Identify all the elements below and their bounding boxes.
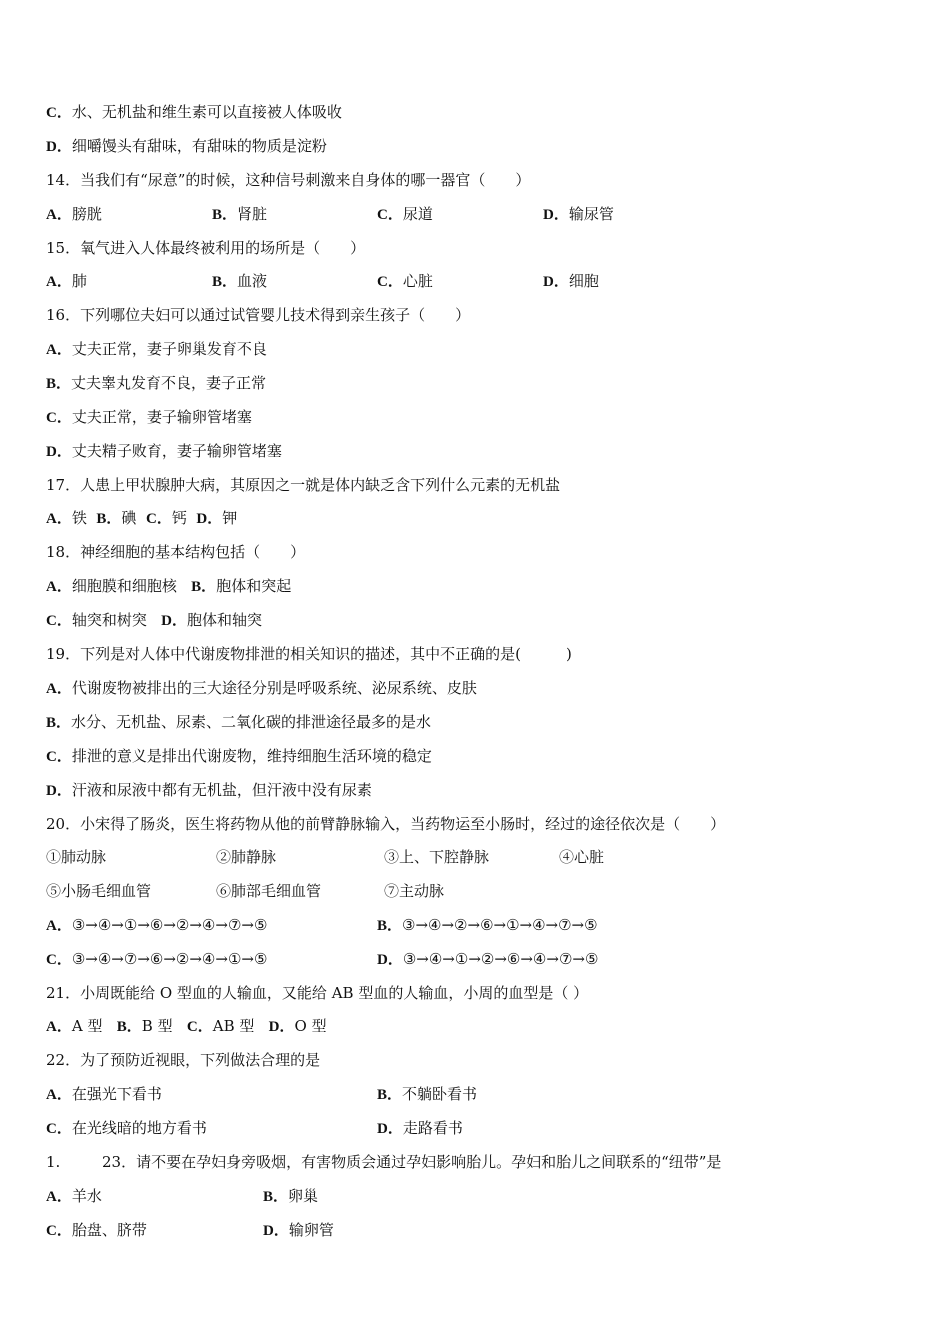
option-text: 在强光下看书 — [71, 1085, 162, 1103]
option-label: C． — [46, 952, 72, 968]
option-text: 水、无机盐和维生素可以直接被人体吸收 — [71, 103, 342, 121]
option-text: 羊水 — [71, 1187, 102, 1205]
option-label: C． — [46, 1121, 72, 1137]
q18-options-ab — [46, 576, 291, 597]
q19-stem: 19．下列是对人体中代谢废物排泄的相关知识的描述，其中不正确的是( ) — [46, 645, 572, 663]
option-text: 血液 — [237, 272, 268, 290]
option-label: D． — [161, 613, 188, 629]
option-label: B． — [212, 207, 238, 223]
option-label: C． — [145, 511, 172, 527]
q22-option-d — [377, 1118, 463, 1139]
option-text: 心脏 — [402, 272, 433, 290]
option-text: 走路看书 — [402, 1119, 463, 1137]
option-label: A． — [46, 207, 72, 223]
option-text: 肾脏 — [237, 205, 268, 223]
q20-item-6: ⑥肺部毛细血管 — [216, 882, 322, 900]
q20-item-4: ④心脏 — [559, 848, 605, 866]
option-label: B． — [116, 1019, 142, 1035]
q14-option-a — [46, 204, 102, 225]
q20-stem: 20．小宋得了肠炎，医生将药物从他的前臂静脉输入，当药物运至小肠时，经过的途径依次是（ ） — [46, 815, 726, 833]
option-label: B． — [96, 511, 122, 527]
q15-stem: 15．氧气进入人体最终被利用的场所是（ ） — [46, 239, 366, 257]
option-label: B． — [377, 1087, 403, 1103]
option-label: B． — [46, 376, 72, 392]
q20-option-c — [46, 949, 267, 970]
option-text: 排泄的意义是排出代谢废物，维持细胞生活环境的稳定 — [71, 747, 432, 765]
option-label: B． — [377, 918, 403, 934]
q17-options — [46, 508, 237, 529]
option-text: 在光线暗的地方看书 — [71, 1119, 207, 1137]
q14-stem: 14．当我们有“尿意”的时候，这种信号刺激来自身体的哪一器官（ ） — [46, 171, 531, 189]
option-text: 肺 — [71, 272, 87, 290]
option-label: C． — [46, 1223, 72, 1239]
option-text: ③→④→①→②→⑥→④→⑦→⑤ — [402, 950, 599, 968]
q22-option-a — [46, 1084, 162, 1105]
q15-option-b — [212, 271, 267, 292]
option-label: B． — [263, 1189, 289, 1205]
option-label: D． — [377, 1121, 403, 1137]
q22-option-b — [377, 1084, 477, 1105]
q14-option-b — [212, 204, 267, 225]
option-text: 卵巢 — [288, 1187, 319, 1205]
q19-option-a — [46, 678, 477, 699]
q23-option-a — [46, 1186, 102, 1207]
option-label: A． — [46, 681, 72, 697]
q16-option-a — [46, 339, 267, 360]
q22-option-c — [46, 1118, 207, 1139]
option-text: 碘 — [121, 509, 137, 527]
option-text: 丈夫正常，妻子卵巢发育不良 — [71, 340, 267, 358]
option-label: D． — [46, 783, 72, 799]
q18-stem: 18．神经细胞的基本结构包括（ ） — [46, 543, 306, 561]
option-label: A． — [46, 579, 72, 595]
option-text: O 型 — [294, 1017, 327, 1035]
option-label: D． — [46, 139, 72, 155]
option-text: 不躺卧看书 — [402, 1085, 478, 1103]
option-text: 汗液和尿液中都有无机盐，但汗液中没有尿素 — [71, 781, 372, 799]
q20-option-a — [46, 915, 267, 936]
q19-option-b — [46, 712, 431, 733]
option-text: 胞体和突起 — [216, 577, 292, 595]
option-text: 铁 — [71, 509, 87, 527]
option-text: ③→④→①→⑥→②→④→⑦→⑤ — [71, 916, 268, 934]
option-label: C． — [377, 207, 403, 223]
option-label: A． — [46, 918, 72, 934]
option-text: 尿道 — [402, 205, 433, 223]
option-label: A． — [46, 1087, 72, 1103]
option-label: D． — [196, 511, 223, 527]
option-text: 细胞膜和细胞核 — [71, 577, 177, 595]
option-text: 丈夫睾丸发育不良，妻子正常 — [71, 374, 267, 392]
option-text: AB 型 — [212, 1017, 255, 1035]
q14-option-d — [543, 204, 614, 225]
q16-stem: 16．下列哪位夫妇可以通过试管婴儿技术得到亲生孩子（ ） — [46, 306, 471, 324]
option-label: B． — [212, 274, 238, 290]
option-label: B． — [46, 715, 72, 731]
q21-options — [46, 1016, 327, 1037]
q20-item-2: ②肺静脉 — [216, 848, 277, 866]
option-text: B 型 — [141, 1017, 173, 1035]
q23-option-d — [263, 1220, 334, 1241]
q21-stem: 21．小周既能给 O 型血的人输血，又能给 AB 型血的人输血，小周的血型是（ ） — [46, 984, 589, 1002]
option-label: C． — [377, 274, 403, 290]
option-label: C． — [46, 613, 72, 629]
option-label: D． — [543, 274, 569, 290]
option-label: A． — [46, 511, 72, 527]
option-label: D． — [543, 207, 569, 223]
q14-option-c — [377, 204, 433, 225]
q20-option-d — [377, 949, 598, 970]
option-label: D． — [268, 1019, 295, 1035]
option-text: 细嚼馒头有甜味，有甜味的物质是淀粉 — [71, 137, 327, 155]
option-text: A 型 — [71, 1017, 103, 1035]
q20-option-b — [377, 915, 598, 936]
q18-options-cd — [46, 610, 262, 631]
q20-item-7: ⑦主动脉 — [384, 882, 445, 900]
q23-option-b — [263, 1186, 318, 1207]
option-text: 钙 — [171, 509, 187, 527]
option-label: A． — [46, 274, 72, 290]
option-text: 丈夫正常，妻子输卵管堵塞 — [71, 408, 252, 426]
option-label: C． — [46, 749, 72, 765]
option-text: ③→④→⑦→⑥→②→④→①→⑤ — [71, 950, 268, 968]
option-label: B． — [191, 579, 217, 595]
option-label: D． — [377, 952, 403, 968]
q23-list-number: 1. — [46, 1153, 61, 1171]
q13-option-d — [46, 136, 327, 157]
option-label: C． — [46, 410, 72, 426]
q20-item-5: ⑤小肠毛细血管 — [46, 882, 152, 900]
q17-stem: 17．人患上甲状腺肿大病，其原因之一就是体内缺乏含下列什么元素的无机盐 — [46, 476, 561, 494]
q13-option-c — [46, 102, 342, 123]
option-text: 细胞 — [568, 272, 599, 290]
option-text: 输尿管 — [568, 205, 614, 223]
q15-option-d — [543, 271, 599, 292]
option-label: A． — [46, 342, 72, 358]
option-text: 胎盘、脐带 — [71, 1221, 147, 1239]
option-text: 轴突和树突 — [71, 611, 147, 629]
option-label: D． — [263, 1223, 289, 1239]
option-text: 水分、无机盐、尿素、二氧化碳的排泄途径最多的是水 — [71, 713, 432, 731]
q23-stem: 23．请不要在孕妇身旁吸烟，有害物质会通过孕妇影响胎儿。孕妇和胎儿之间联系的“纽带”是 — [102, 1153, 722, 1171]
q20-item-1: ①肺动脉 — [46, 848, 107, 866]
q20-item-3: ③上、下腔静脉 — [384, 848, 490, 866]
q15-option-a — [46, 271, 87, 292]
option-label: A． — [46, 1019, 72, 1035]
option-label: D． — [46, 444, 72, 460]
q22-stem: 22．为了预防近视眼，下列做法合理的是 — [46, 1051, 321, 1069]
q16-option-c — [46, 407, 252, 428]
option-text: 膀胱 — [71, 205, 102, 223]
q19-option-c — [46, 746, 432, 767]
q15-option-c — [377, 271, 433, 292]
option-text: 胞体和轴突 — [187, 611, 263, 629]
q19-option-d — [46, 780, 372, 801]
option-text: ③→④→②→⑥→①→④→⑦→⑤ — [402, 916, 598, 934]
option-label: C． — [186, 1019, 213, 1035]
option-text: 丈夫精子败育，妻子输卵管堵塞 — [71, 442, 282, 460]
q23-option-c — [46, 1220, 147, 1241]
option-label: A． — [46, 1189, 72, 1205]
option-text: 钾 — [222, 509, 238, 527]
option-text: 输卵管 — [288, 1221, 334, 1239]
q16-option-d — [46, 441, 282, 462]
q16-option-b — [46, 373, 266, 394]
option-text: 代谢废物被排出的三大途径分别是呼吸系统、泌尿系统、皮肤 — [71, 679, 477, 697]
option-label: C． — [46, 105, 72, 121]
